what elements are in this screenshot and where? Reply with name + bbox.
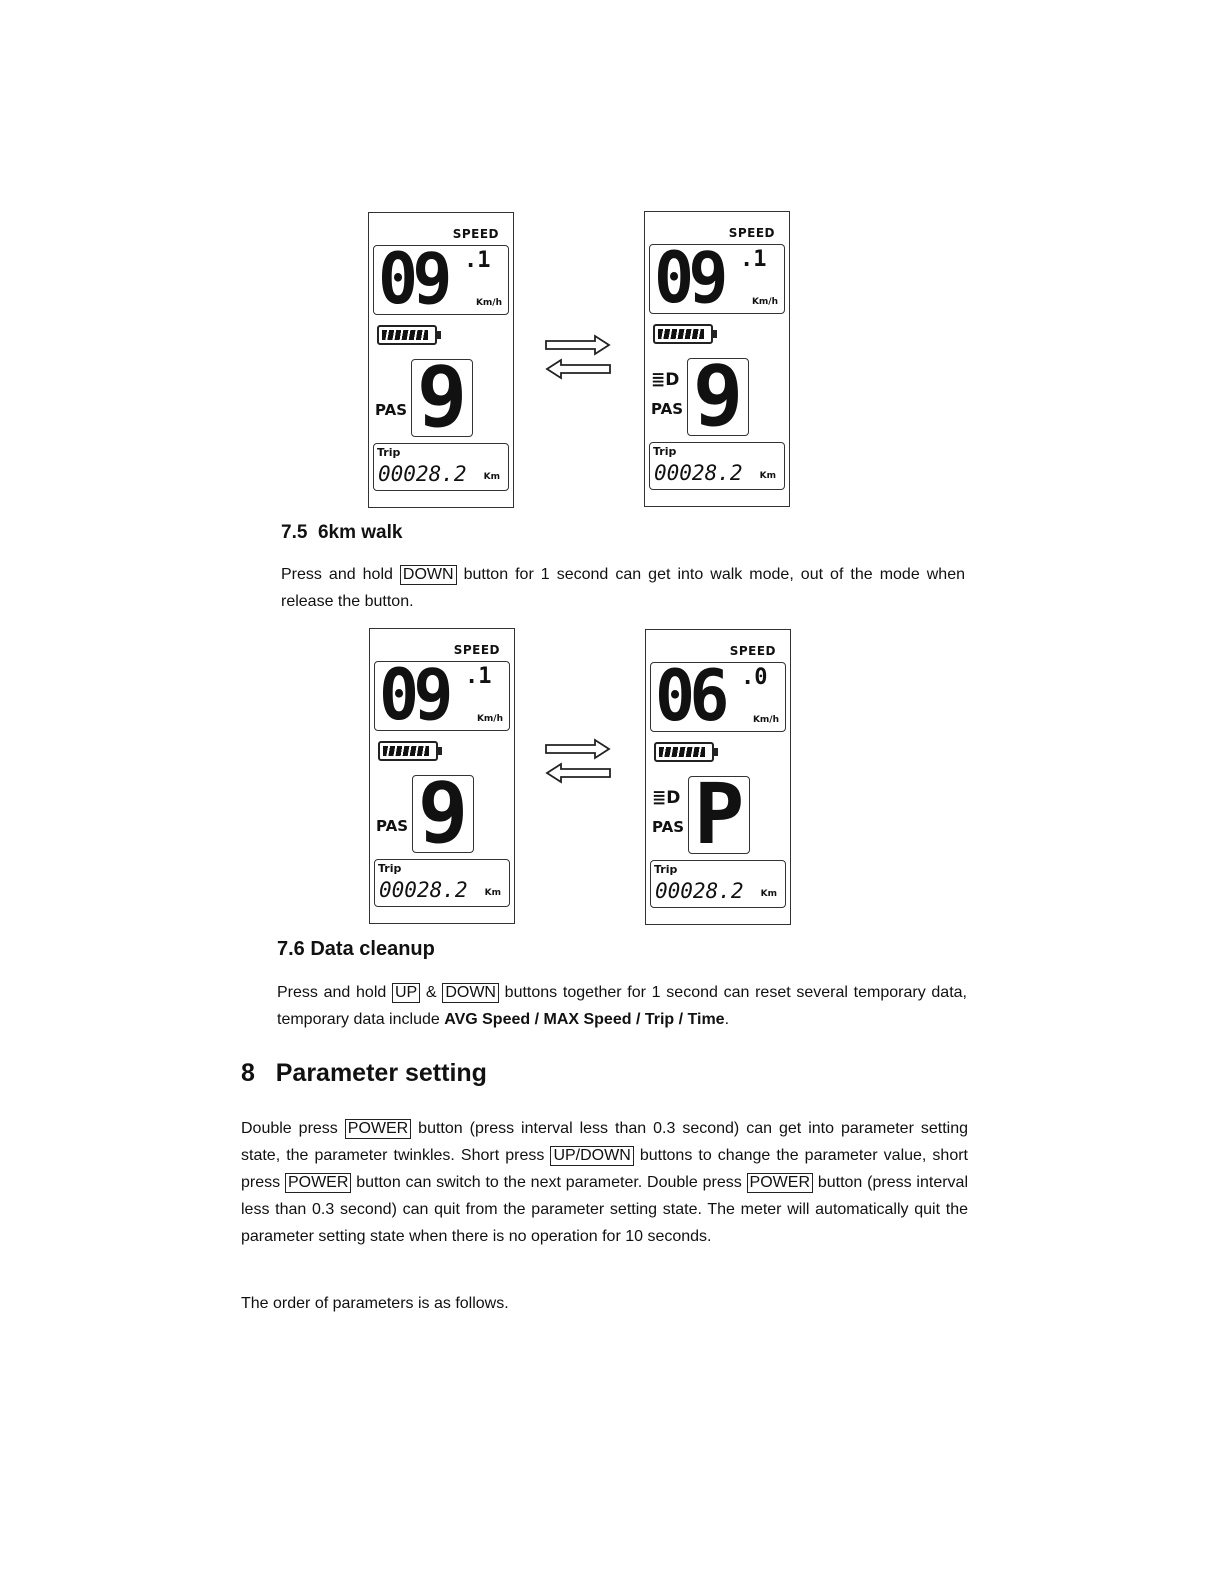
lcd-display-panel [644,211,790,507]
speed-unit: Km/h [476,714,503,724]
trip-readout [649,442,785,490]
up-button-label: UP [392,983,420,1003]
trip-label: Trip [378,862,402,875]
arrow-left-icon [547,764,610,782]
trip-value: 00028.2 [655,879,744,903]
battery-icon [654,742,714,762]
pas-level-box [411,348,473,446]
arrow-left-icon [547,360,610,378]
trip-readout [650,860,786,908]
speed-label: SPEED [729,644,776,658]
lcd-display-panel [645,629,791,925]
down-button-label: DOWN [400,565,457,585]
speed-readout [649,237,785,319]
up-down-button-label: UP/DOWN [550,1146,633,1166]
speed-value: 06 [655,655,724,737]
trip-value: 00028.2 [379,878,468,902]
speed-unit: Km/h [751,297,778,307]
headlight-icon: ≣D [652,788,681,808]
speed-decimal: .1 [465,664,492,689]
speed-readout [374,654,510,736]
trip-unit: Km [760,889,777,899]
arrow-right-icon [546,336,609,354]
speed-label: SPEED [452,227,499,241]
speed-value: 09 [378,238,447,320]
power-button-label: POWER [747,1173,813,1193]
battery-icon [377,325,437,345]
speed-decimal: .1 [464,248,491,273]
speed-unit: Km/h [752,715,779,725]
pas-level-value: 9 [416,348,468,446]
battery-icon [653,324,713,344]
trip-unit: Km [484,888,501,898]
temporary-data-list: AVG Speed / MAX Speed / Trip / Time [444,1011,725,1028]
trip-unit: Km [483,472,500,482]
speed-label: SPEED [453,643,500,657]
speed-label: SPEED [728,226,775,240]
paragraph-data-cleanup: Press and hold UP & DOWN buttons together for 1 second can reset several temporary data, temporary data include AVG Speed / MAX Speed / Trip / Time. [277,984,967,1028]
pas-level-value: 9 [417,764,469,862]
section-heading-7-6: 7.6 Data cleanup [277,938,435,960]
trip-label: Trip [653,445,677,458]
trip-label: Trip [654,863,678,876]
speed-decimal: .0 [741,665,768,690]
arrows-toggle-1 [543,332,613,382]
trip-value: 00028.2 [654,461,743,485]
arrow-right-icon [546,740,609,758]
pas-level-value: P [693,765,745,863]
pas-label: PAS [651,400,684,418]
lcd-display-panel [368,212,514,508]
speed-unit: Km/h [475,298,502,308]
trip-label: Trip [377,446,401,459]
pas-label: PAS [376,817,409,835]
power-button-label: POWER [345,1119,411,1139]
trip-readout [374,859,510,907]
pas-level-box [412,764,474,862]
trip-readout [373,443,509,491]
power-button-label: POWER [285,1173,351,1193]
pas-level-box [688,765,750,863]
section-heading-7-5: 7.5 6km walk [281,522,403,543]
arrows-toggle-2 [543,736,613,786]
speed-readout [650,655,786,737]
lcd-display-panel [369,628,515,924]
headlight-icon: ≣D [651,370,680,390]
paragraph-parameter-order: The order of parameters is as follows. [241,1295,509,1312]
pas-level-box [687,347,749,445]
trip-unit: Km [759,471,776,481]
trip-value: 00028.2 [378,462,467,486]
down-button-label: DOWN [442,983,499,1003]
section-heading-8: 8 Parameter setting [241,1059,487,1087]
paragraph-parameter-setting: Double press POWER button (press interval less than 0.3 second) can get into parameter setting state, the parameter twinkles. Short press UP/DOWN buttons to change the parameter value, short press POWER button can switch to the next parameter. Double press POWER button (press interval less than 0.3 second) can quit from the parameter setting state. The meter will automatically quit the parameter setting state when there is no operation for 10 seconds. [241,1120,969,1245]
speed-value: 09 [654,237,723,319]
speed-readout [373,238,509,320]
speed-decimal: .1 [740,247,767,272]
pas-level-value: 9 [692,347,744,445]
speed-value: 09 [379,654,448,736]
pas-label: PAS [375,401,408,419]
pas-label: PAS [652,818,685,836]
battery-icon [378,741,438,761]
paragraph-walk-mode: Press and hold DOWN button for 1 second can get into walk mode, out of the mode when release the button. [281,566,965,610]
